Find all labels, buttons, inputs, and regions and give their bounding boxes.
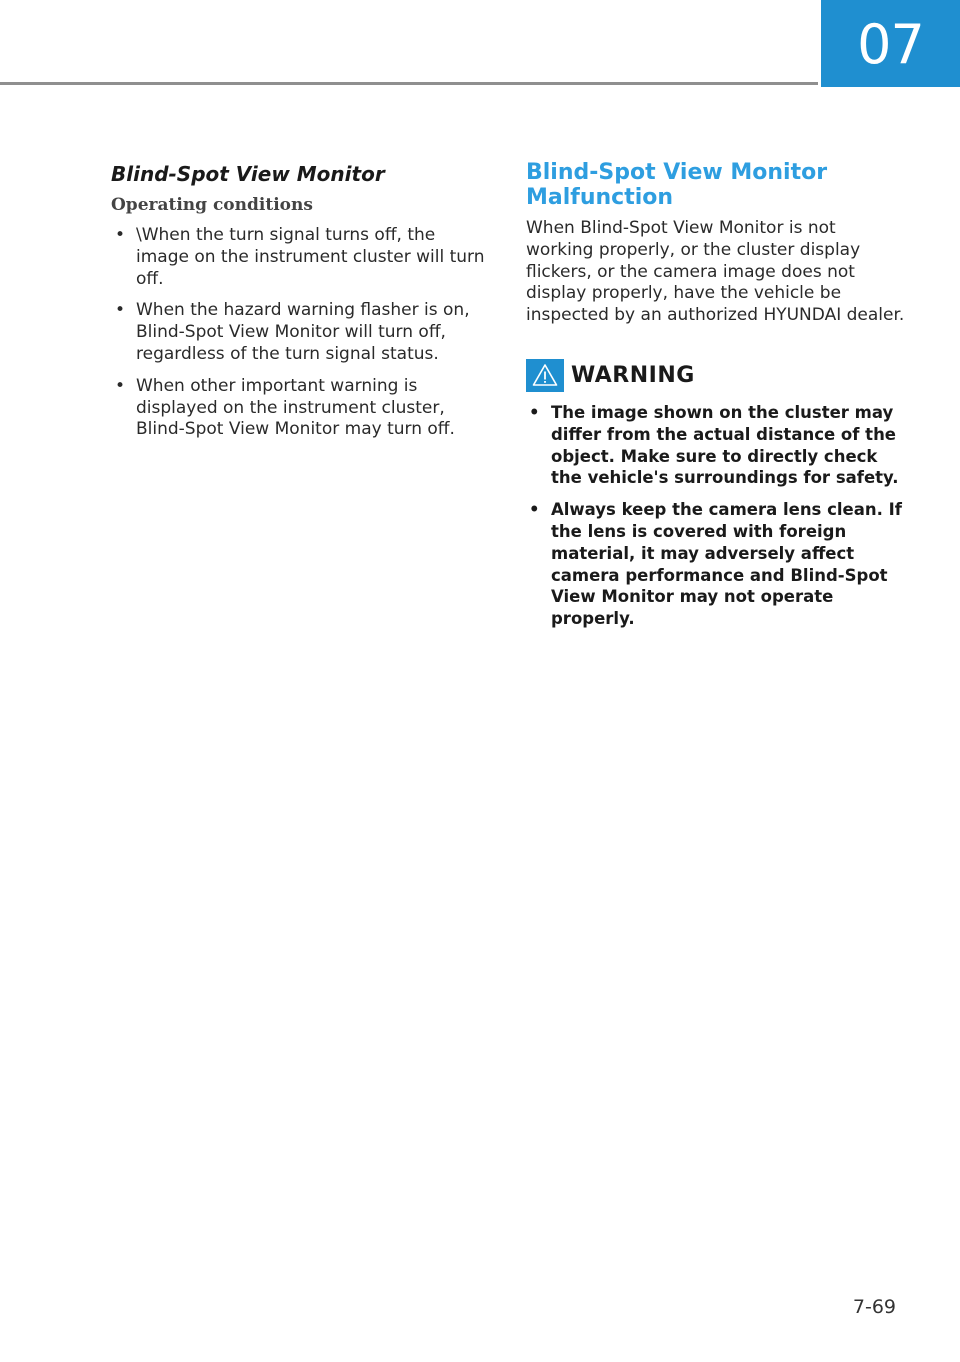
chapter-number: 07 bbox=[857, 13, 924, 76]
conditions-list bbox=[111, 225, 486, 441]
warning-list bbox=[526, 402, 906, 630]
page-number: 7-69 bbox=[852, 1296, 896, 1318]
header-rule bbox=[0, 82, 818, 85]
list-item-text: The image shown on the cluster may differ from the actual distance of the object. Make sure to directly check the vehicle's surroundings for safety. bbox=[551, 402, 899, 488]
list-item-text: When the hazard warning flasher is on, Blind-Spot View Monitor will turn off, regardless of the turn signal status. bbox=[136, 300, 470, 364]
bullet-glyph: • bbox=[115, 300, 126, 321]
warning-triangle-icon bbox=[526, 359, 564, 392]
bullet-glyph: • bbox=[529, 402, 540, 422]
list-item bbox=[111, 300, 486, 365]
chapter-tab bbox=[821, 0, 960, 87]
list-item bbox=[526, 499, 906, 630]
bullet-glyph: • bbox=[115, 225, 126, 245]
malfunction-paragraph: When Blind-Spot View Monitor is not working properly, or the cluster display flickers, or the camera image does not display properly, have the vehicle be inspected by an authorized HYUNDAI dealer. bbox=[526, 218, 905, 326]
section-subtitle: Blind-Spot View Monitor bbox=[111, 162, 385, 186]
list-item-text: When other important warning is displayed on the instrument cluster, Blind-Spot View Monitor may turn off. bbox=[136, 375, 455, 440]
list-item bbox=[526, 402, 906, 489]
conditions-title: Operating conditions bbox=[111, 195, 313, 215]
malfunction-title: Blind-Spot View Monitor Malfunction bbox=[526, 160, 828, 210]
list-item-text: Always keep the camera lens clean. If the lens is covered with foreign material, it may adversely affect camera performance and Blind-Spot View Monitor may not operate properly. bbox=[551, 500, 902, 629]
warning-label: WARNING bbox=[571, 362, 695, 388]
bullet-glyph: • bbox=[115, 375, 126, 396]
list-item bbox=[111, 225, 486, 290]
right-column bbox=[526, 160, 906, 640]
list-item-text: \When the turn signal turns off, the image on the instrument cluster will turn off. bbox=[136, 225, 485, 289]
warning-header bbox=[526, 359, 906, 392]
bullet-glyph: • bbox=[529, 500, 540, 520]
list-item bbox=[111, 376, 486, 441]
left-column bbox=[111, 160, 486, 451]
